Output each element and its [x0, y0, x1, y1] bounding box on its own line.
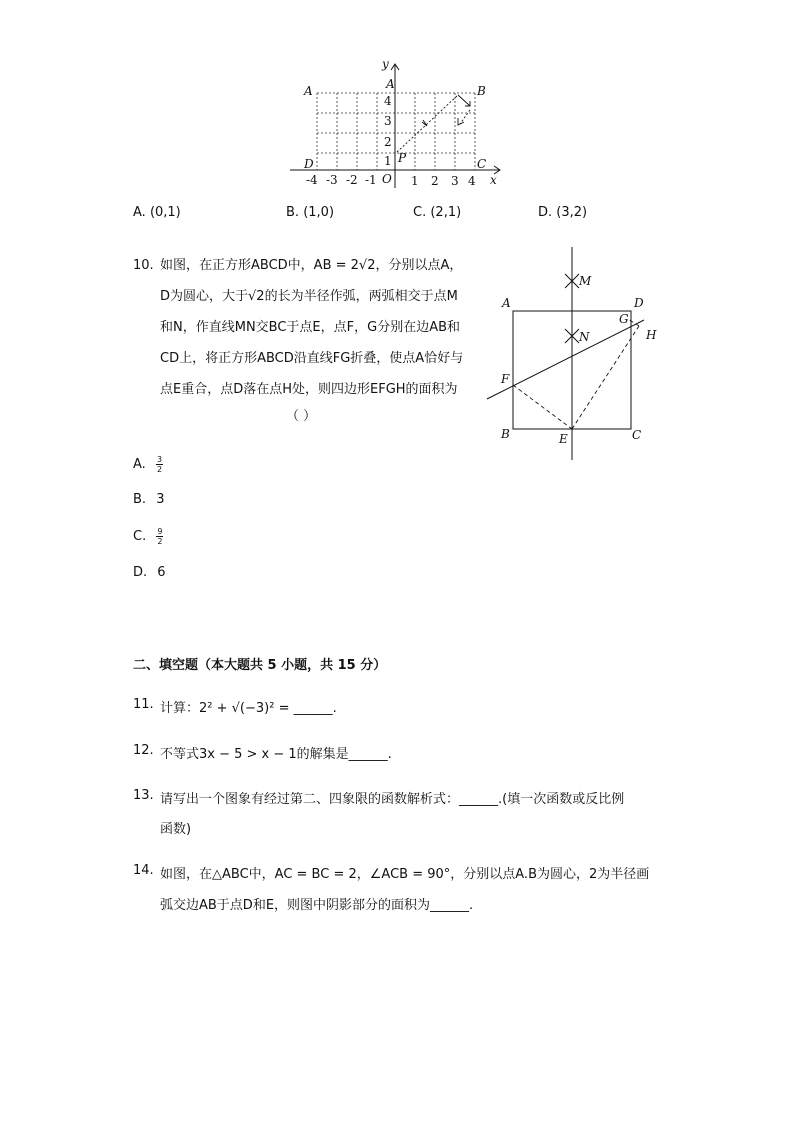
grid-lines [317, 93, 475, 170]
path-arrows [397, 95, 470, 152]
q14-line2: 弧交边AB于点D和E，则图中阴影部分的面积为______. [160, 898, 474, 913]
x-tick: -2 [346, 173, 358, 187]
q10-answer-paren: （ ） [286, 409, 317, 424]
fraction-numerator: 3 [156, 455, 163, 464]
q11-text: 计算：2² + √(−3)² = ______. [160, 701, 337, 716]
q10-line: 如图，在正方形ABCD中，AB = 2√2，分别以点A， [160, 258, 463, 273]
y-tick: 4 [384, 94, 392, 108]
q13-line1: 请写出一个图象有经过第二、四象限的函数解析式：______.(填一次函数或反比例 [160, 792, 625, 807]
point-b-label: B [477, 84, 486, 98]
x-tick: 2 [431, 174, 439, 188]
q10-line: 和N，作直线MN交BC于点E，点F，G分别在边AB和 [160, 320, 461, 335]
option-letter: D. [133, 565, 148, 580]
q10-option-a[interactable] [133, 455, 163, 474]
x-tick: 4 [468, 174, 476, 188]
q11-number: 11. [133, 697, 154, 712]
line-fg [487, 320, 644, 399]
q13-number: 13. [133, 788, 154, 803]
q14-number: 14. [133, 863, 154, 878]
q10-option-d[interactable] [133, 565, 166, 580]
q10-square-figure [484, 244, 664, 464]
q10-number: 10. [133, 258, 154, 273]
x-tick: -1 [365, 173, 377, 187]
q12-number: 12. [133, 743, 154, 758]
q9-option-c[interactable] [413, 205, 461, 220]
fraction [156, 527, 163, 546]
axis-x-label: x [490, 173, 497, 187]
point-c-label: C [477, 157, 487, 171]
option-letter: D. [538, 205, 553, 220]
label-m: M [579, 274, 592, 288]
point-a2-label: A [386, 77, 395, 91]
axes [290, 64, 500, 188]
y-tick: 2 [384, 135, 392, 149]
q14-line1: 如图，在△ABC中，AC = BC = 2，∠ACB = 90°，分别以点A.B为圆心，2为半径画 [160, 867, 650, 882]
q10-line: CD上，将正方形ABCD沿直线FG折叠，使点A恰好与 [160, 351, 464, 366]
section-title: 二、填空题（本大题共 5 小题，共 15 分） [133, 658, 387, 673]
x-tick: 1 [411, 174, 419, 188]
label-h: H [646, 328, 657, 342]
axis-y-label: y [382, 58, 389, 71]
x-tick: -4 [306, 173, 318, 187]
q10-stem [160, 250, 490, 405]
option-letter: B. [133, 492, 147, 507]
label-f: F [501, 372, 510, 386]
q10-option-c[interactable] [133, 527, 163, 546]
x-tick: 3 [451, 174, 459, 188]
fold-fe [513, 385, 572, 429]
y-tick: 1 [384, 154, 392, 168]
point-p-label: P [398, 151, 407, 165]
option-value: 3 [156, 492, 165, 507]
label-b: B [501, 427, 510, 441]
q10-option-b[interactable] [133, 492, 164, 507]
y-tick: 3 [384, 114, 392, 128]
q10-line: 点E重合，点D落在点H处，则四边形EFGH的面积为 [160, 382, 458, 397]
option-letter: C. [413, 205, 427, 220]
label-g: G [619, 312, 629, 326]
origin-label: O [382, 172, 392, 186]
option-value: (0,1) [149, 205, 181, 220]
q13-line2: 函数) [160, 822, 192, 837]
option-value: 6 [157, 565, 166, 580]
option-letter: A. [133, 205, 146, 220]
label-a: A [502, 296, 511, 310]
q10-line: D为圆心，大于√2的长为半径作弧，两弧相交于点M [160, 289, 458, 304]
q9-grid-figure [290, 58, 510, 193]
fraction [156, 455, 163, 474]
q9-option-b[interactable] [286, 205, 334, 220]
option-letter: A. [133, 457, 146, 472]
option-value: (2,1) [430, 205, 462, 220]
label-d: D [634, 296, 644, 310]
x-tick: -3 [326, 173, 338, 187]
label-c: C [632, 428, 642, 442]
option-value: (3,2) [556, 205, 588, 220]
fraction-denominator: 2 [157, 537, 163, 546]
option-letter: B. [286, 205, 300, 220]
fraction-numerator: 9 [157, 527, 163, 536]
label-e: E [559, 432, 568, 446]
q9-option-a[interactable] [133, 205, 181, 220]
point-a-label: A [304, 84, 313, 98]
q9-option-d[interactable] [538, 205, 587, 220]
option-value: (1,0) [303, 205, 335, 220]
label-n: N [579, 330, 590, 344]
fraction-denominator: 2 [156, 465, 163, 474]
option-letter: C. [133, 529, 147, 544]
q12-text: 不等式3x − 5 > x − 1的解集是______. [160, 747, 392, 762]
point-d-label: D [304, 157, 314, 171]
